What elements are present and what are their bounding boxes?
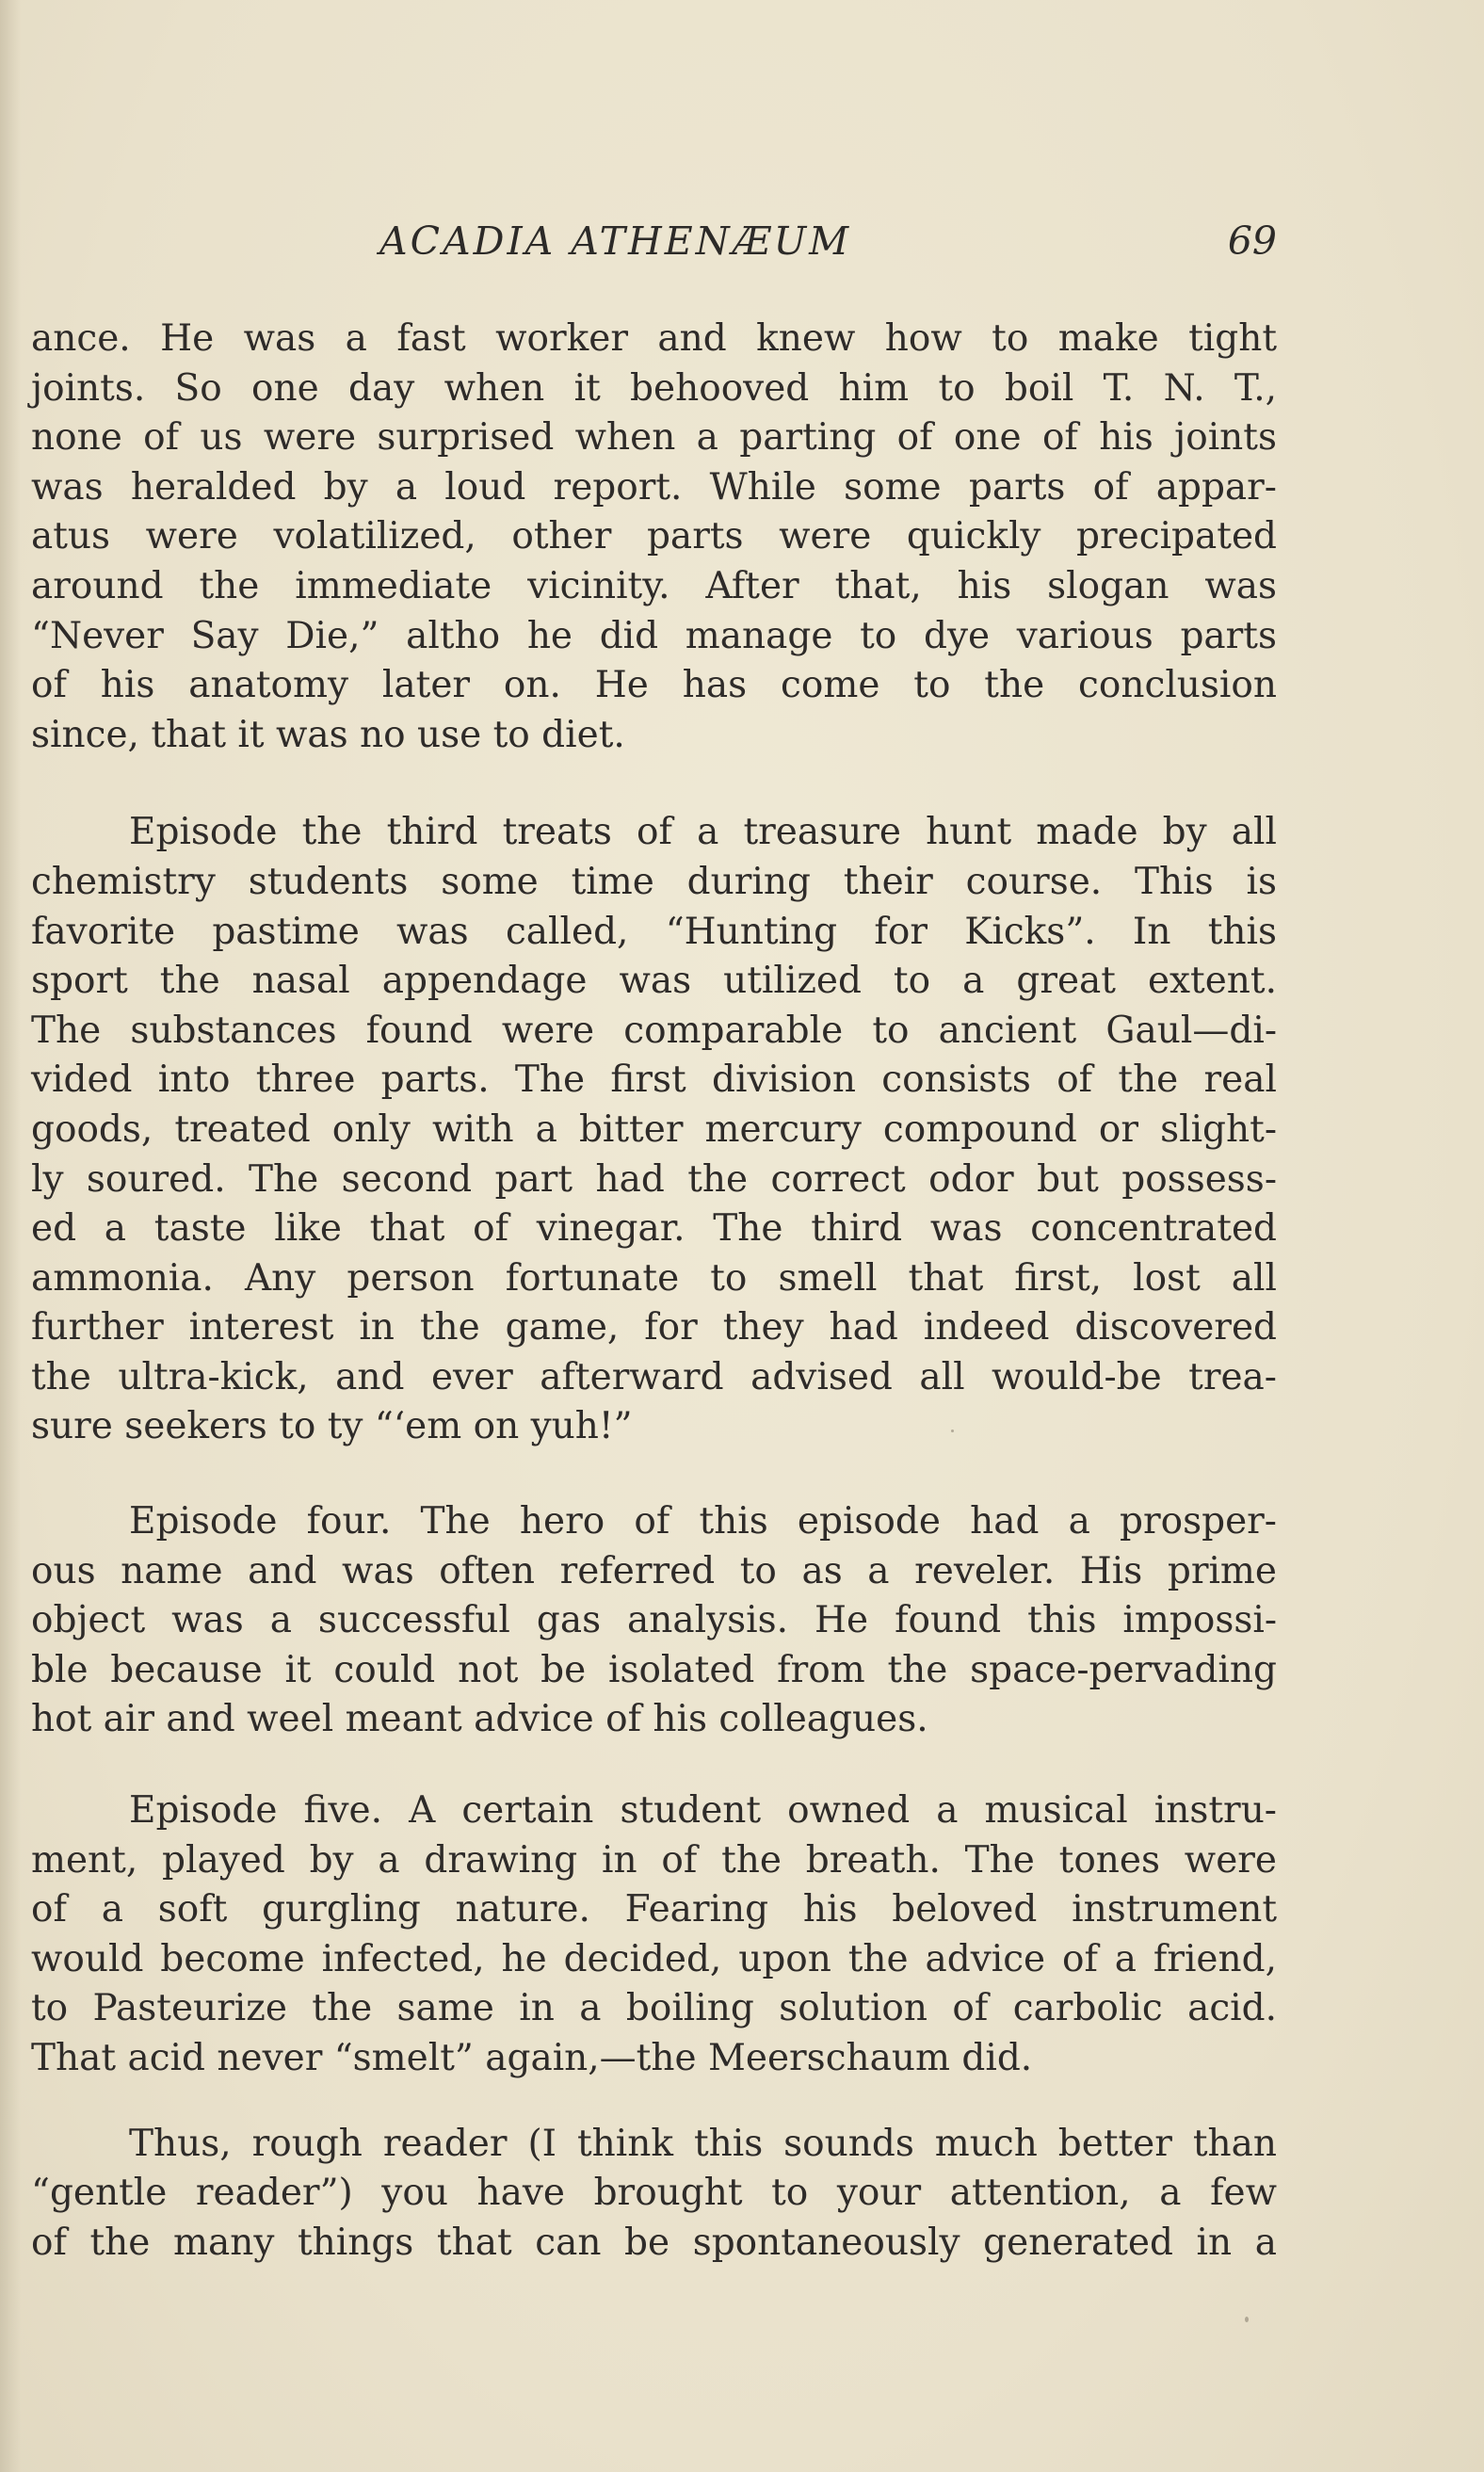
text-line: ammonia. Any person fortunate to smell that first, lost all — [31, 1256, 1277, 1300]
text-line: was heralded by a loud report. While some parts of appar- — [31, 465, 1277, 509]
text-line: none of us were surprised when a parting of one of his joints — [31, 416, 1277, 460]
running-header — [31, 218, 1277, 275]
page-number: 69 — [1227, 218, 1277, 264]
paragraph-5 — [31, 2120, 1277, 2269]
text-line: ed a taste like that of vinegar. The third was concentrated — [31, 1207, 1277, 1251]
text-line: of his anatomy later on. He has come to the conclusion — [31, 664, 1277, 707]
text-line: Episode four. The hero of this episode had a prosper- — [129, 1500, 1277, 1543]
text-line: Episode the third treats of a treasure hunt made by all — [129, 811, 1277, 854]
paragraph-4 — [31, 1786, 1277, 2084]
text-line: ance. He was a fast worker and knew how to make tight — [31, 317, 1277, 360]
text-line: of the many things that can be spontaneously generated in a — [31, 2221, 1277, 2264]
text-line: ous name and was often referred to as a reveler. His prime — [31, 1549, 1277, 1592]
text-line: favorite pastime was called, “Hunting for Kicks”. In this — [31, 910, 1277, 953]
running-title: ACADIA ATHENÆUM — [379, 218, 852, 264]
text-line: Episode five. A certain student owned a musical instru- — [129, 1789, 1277, 1833]
paragraph-3 — [31, 1497, 1277, 1745]
text-line: would become infected, he decided, upon the advice of a friend, — [31, 1937, 1277, 1980]
text-line: since, that it was no use to diet. — [31, 713, 625, 756]
text-line: ble because it could not be isolated from the space-pervading — [31, 1648, 1277, 1691]
paper-speck — [951, 1430, 954, 1432]
text-line: Thus, rough reader (I think this sounds much better than — [129, 2122, 1277, 2165]
paragraph-2 — [31, 808, 1277, 1452]
text-line: The substances found were comparable to ancient Gaul—di- — [31, 1009, 1277, 1052]
body-text — [31, 315, 1277, 2268]
text-line: sport the nasal appendage was utilized to a great extent. — [31, 960, 1277, 1003]
text-line: around the immediate vicinity. After that, his slogan was — [31, 564, 1277, 607]
text-line: of a soft gurgling nature. Fearing his beloved instrument — [31, 1888, 1277, 1931]
text-line: chemistry students some time during their course. This is — [31, 860, 1277, 903]
text-line: further interest in the game, for they had indeed discovered — [31, 1306, 1277, 1349]
text-line: sure seekers to ty “‘em on yuh!” — [31, 1405, 633, 1448]
text-line: joints. So one day when it behooved him to boil T. N. T., — [31, 366, 1277, 410]
text-line: the ultra-kick, and ever afterward advised all would-be trea- — [31, 1355, 1277, 1398]
text-line: “gentle reader”) you have brought to your attention, a few — [31, 2172, 1277, 2215]
text-line: That acid never “smelt” again,—the Meerschaum did. — [31, 2037, 1033, 2079]
text-line: ly soured. The second part had the correct odor but possess- — [31, 1157, 1277, 1201]
text-line: “Never Say Die,” altho he did manage to dye various parts — [31, 614, 1277, 657]
text-line: object was a successful gas analysis. He found this impossi- — [31, 1599, 1277, 1642]
text-line: to Pasteurize the same in a boiling solution of carbolic acid. — [31, 1987, 1277, 2030]
paper-speck — [1245, 2317, 1249, 2322]
page-edge-shadow — [0, 0, 21, 2472]
text-line: ment, played by a drawing in of the breath. The tones were — [31, 1838, 1277, 1882]
text-line: vided into three parts. The first division consists of the real — [31, 1058, 1277, 1102]
text-line: goods, treated only with a bitter mercury compound or slight- — [31, 1107, 1277, 1151]
text-line: atus were volatilized, other parts were quickly precipated — [31, 515, 1277, 558]
text-line: hot air and weel meant advice of his colleagues. — [31, 1698, 928, 1741]
paragraph-1 — [31, 315, 1277, 760]
